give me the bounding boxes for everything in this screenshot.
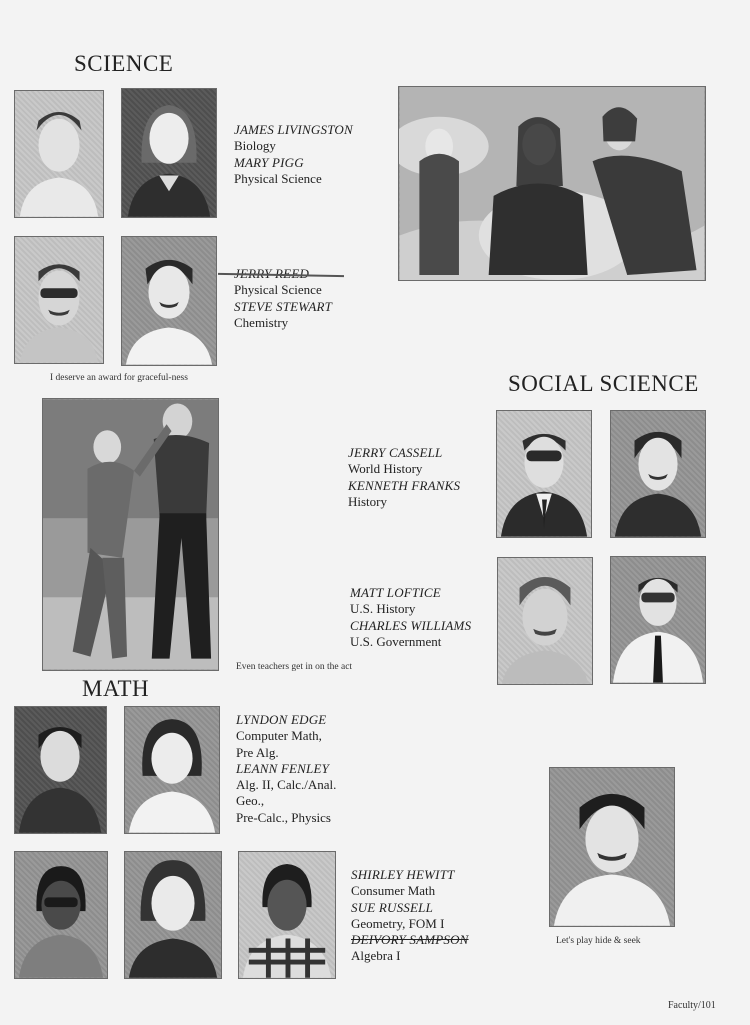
teacher-subject: Biology: [234, 138, 276, 154]
portrait-hide-seek: [549, 767, 675, 927]
portrait-deivory-sampson: [238, 851, 336, 979]
candid-photo-teachers-act: [42, 398, 219, 671]
teacher-name: JERRY CASSELL: [348, 445, 443, 460]
teacher-subject: Geometry, FOM I: [351, 915, 445, 931]
section-title-science: SCIENCE: [74, 51, 174, 76]
caption-teachers-act: Even teachers get in on the act: [236, 662, 353, 672]
teacher-name: STEVE STEWART: [234, 298, 333, 314]
names-social-group2: [350, 585, 471, 650]
portrait-steve-stewart: [121, 236, 217, 366]
caption-graceful: I deserve an award for graceful-ness: [50, 373, 188, 383]
portrait-matt-loftice: [497, 557, 593, 685]
portrait-jerry-reed: [14, 236, 104, 364]
portrait-lyndon-edge: [14, 706, 107, 834]
section-title-social-science: SOCIAL SCIENCE: [508, 371, 699, 396]
teacher-name: CHARLES WILLIAMS: [350, 617, 472, 633]
teacher-subject: Computer Math,: [236, 728, 322, 744]
portrait-james-livingston: [14, 90, 104, 218]
portrait-jerry-cassell: [496, 410, 592, 538]
names-science-group1: [234, 122, 353, 187]
teacher-subject: U.S. History: [350, 601, 416, 617]
portrait-mary-pigg: [121, 88, 217, 218]
teacher-subject: Geo.,: [236, 793, 265, 809]
candid-photo-hay-bales: [398, 86, 706, 281]
teacher-subject: Consumer Math: [351, 883, 436, 899]
teacher-subject: World History: [348, 461, 423, 477]
teacher-name: JAMES LIVINGSTON: [234, 122, 353, 137]
names-social-group1: [348, 445, 460, 510]
portrait-kenneth-franks: [610, 410, 706, 538]
teacher-name: MARY PIGG: [234, 154, 304, 170]
section-title-math: MATH: [82, 676, 150, 701]
teacher-subject: Alg. II, Calc./Anal.: [236, 777, 337, 793]
teacher-name: MATT LOFTICE: [350, 585, 441, 600]
teacher-subject: History: [348, 493, 387, 509]
teacher-name: DEIVORY SAMPSON: [351, 932, 469, 948]
teacher-name: LEANN FENLEY: [236, 760, 330, 776]
teacher-subject: Algebra I: [351, 948, 401, 964]
page-folio: Faculty/101: [668, 1000, 716, 1011]
portrait-sue-russell: [124, 851, 222, 979]
teacher-subject: Pre Alg.: [236, 744, 279, 760]
teacher-name: LYNDON EDGE: [236, 712, 327, 727]
names-math-group1: [236, 712, 336, 826]
teacher-subject: U.S. Government: [350, 633, 442, 649]
teacher-name: KENNETH FRANKS: [348, 477, 461, 493]
teacher-subject: Pre-Calc., Physics: [236, 809, 331, 825]
teacher-subject: Chemistry: [234, 314, 289, 330]
teacher-subject: Physical Science: [234, 170, 322, 186]
teacher-name: SHIRLEY HEWITT: [351, 867, 455, 882]
caption-hide-seek: Let's play hide & seek: [556, 936, 641, 946]
portrait-leann-fenley: [124, 706, 220, 834]
portrait-charles-williams: [610, 556, 706, 684]
names-math-group2: [351, 867, 469, 965]
teacher-name: SUE RUSSELL: [351, 899, 434, 915]
teacher-subject: Physical Science: [234, 282, 322, 298]
portrait-shirley-hewitt: [14, 851, 108, 979]
